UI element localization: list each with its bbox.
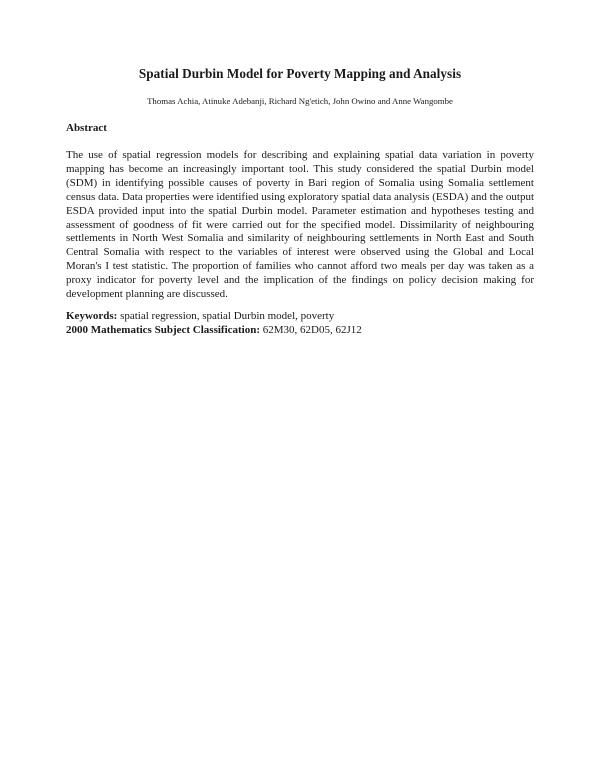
msc-label: 2000 Mathematics Subject Classification: [66, 323, 261, 336]
author-list: Thomas Achia, Atinuke Adebanji, Richard Ng'etich, John Owino and Anne Wangombe [147, 96, 453, 106]
abstract-heading: Abstract [66, 122, 107, 134]
keywords-line [66, 310, 536, 324]
abstract-text: The use of spatial regression models for describing and explaining spatial data variation in poverty mapping has become an increasingly important tool. This study considered the spatial Durbin model (SDM) in identifying possible causes of poverty in Bari region of Somalia using Somalia settlement census data. Data properties were identified using exploratory spatial data analysis (ESDA) and the output ESDA provided input into the spatial Durbin model. Parameter estimation and hypotheses testing and assessment of goodness of fit were carried out for the specified model. Dissimilarity of neighbouring settlements in North West Somalia and similarity of neighbouring settlements in North East and South Central Somalia with respect to the variables of interest were observed using the Global and Local Moran's I test statistic. The proportion of families who cannot afford two meals per day was taken as a proxy indicator for poverty level and the implication of the findings on policy decision making for development planning are discussed. [66, 149, 534, 301]
keywords-block [66, 310, 536, 337]
keywords-value: spatial regression, spatial Durbin model, poverty [120, 310, 335, 322]
keywords-label: Keywords: [66, 310, 118, 322]
paper-title: Spatial Durbin Model for Poverty Mapping and Analysis [138, 66, 462, 81]
msc-line [66, 324, 536, 338]
msc-value: 62M30, 62D05, 62J12 [262, 323, 362, 336]
